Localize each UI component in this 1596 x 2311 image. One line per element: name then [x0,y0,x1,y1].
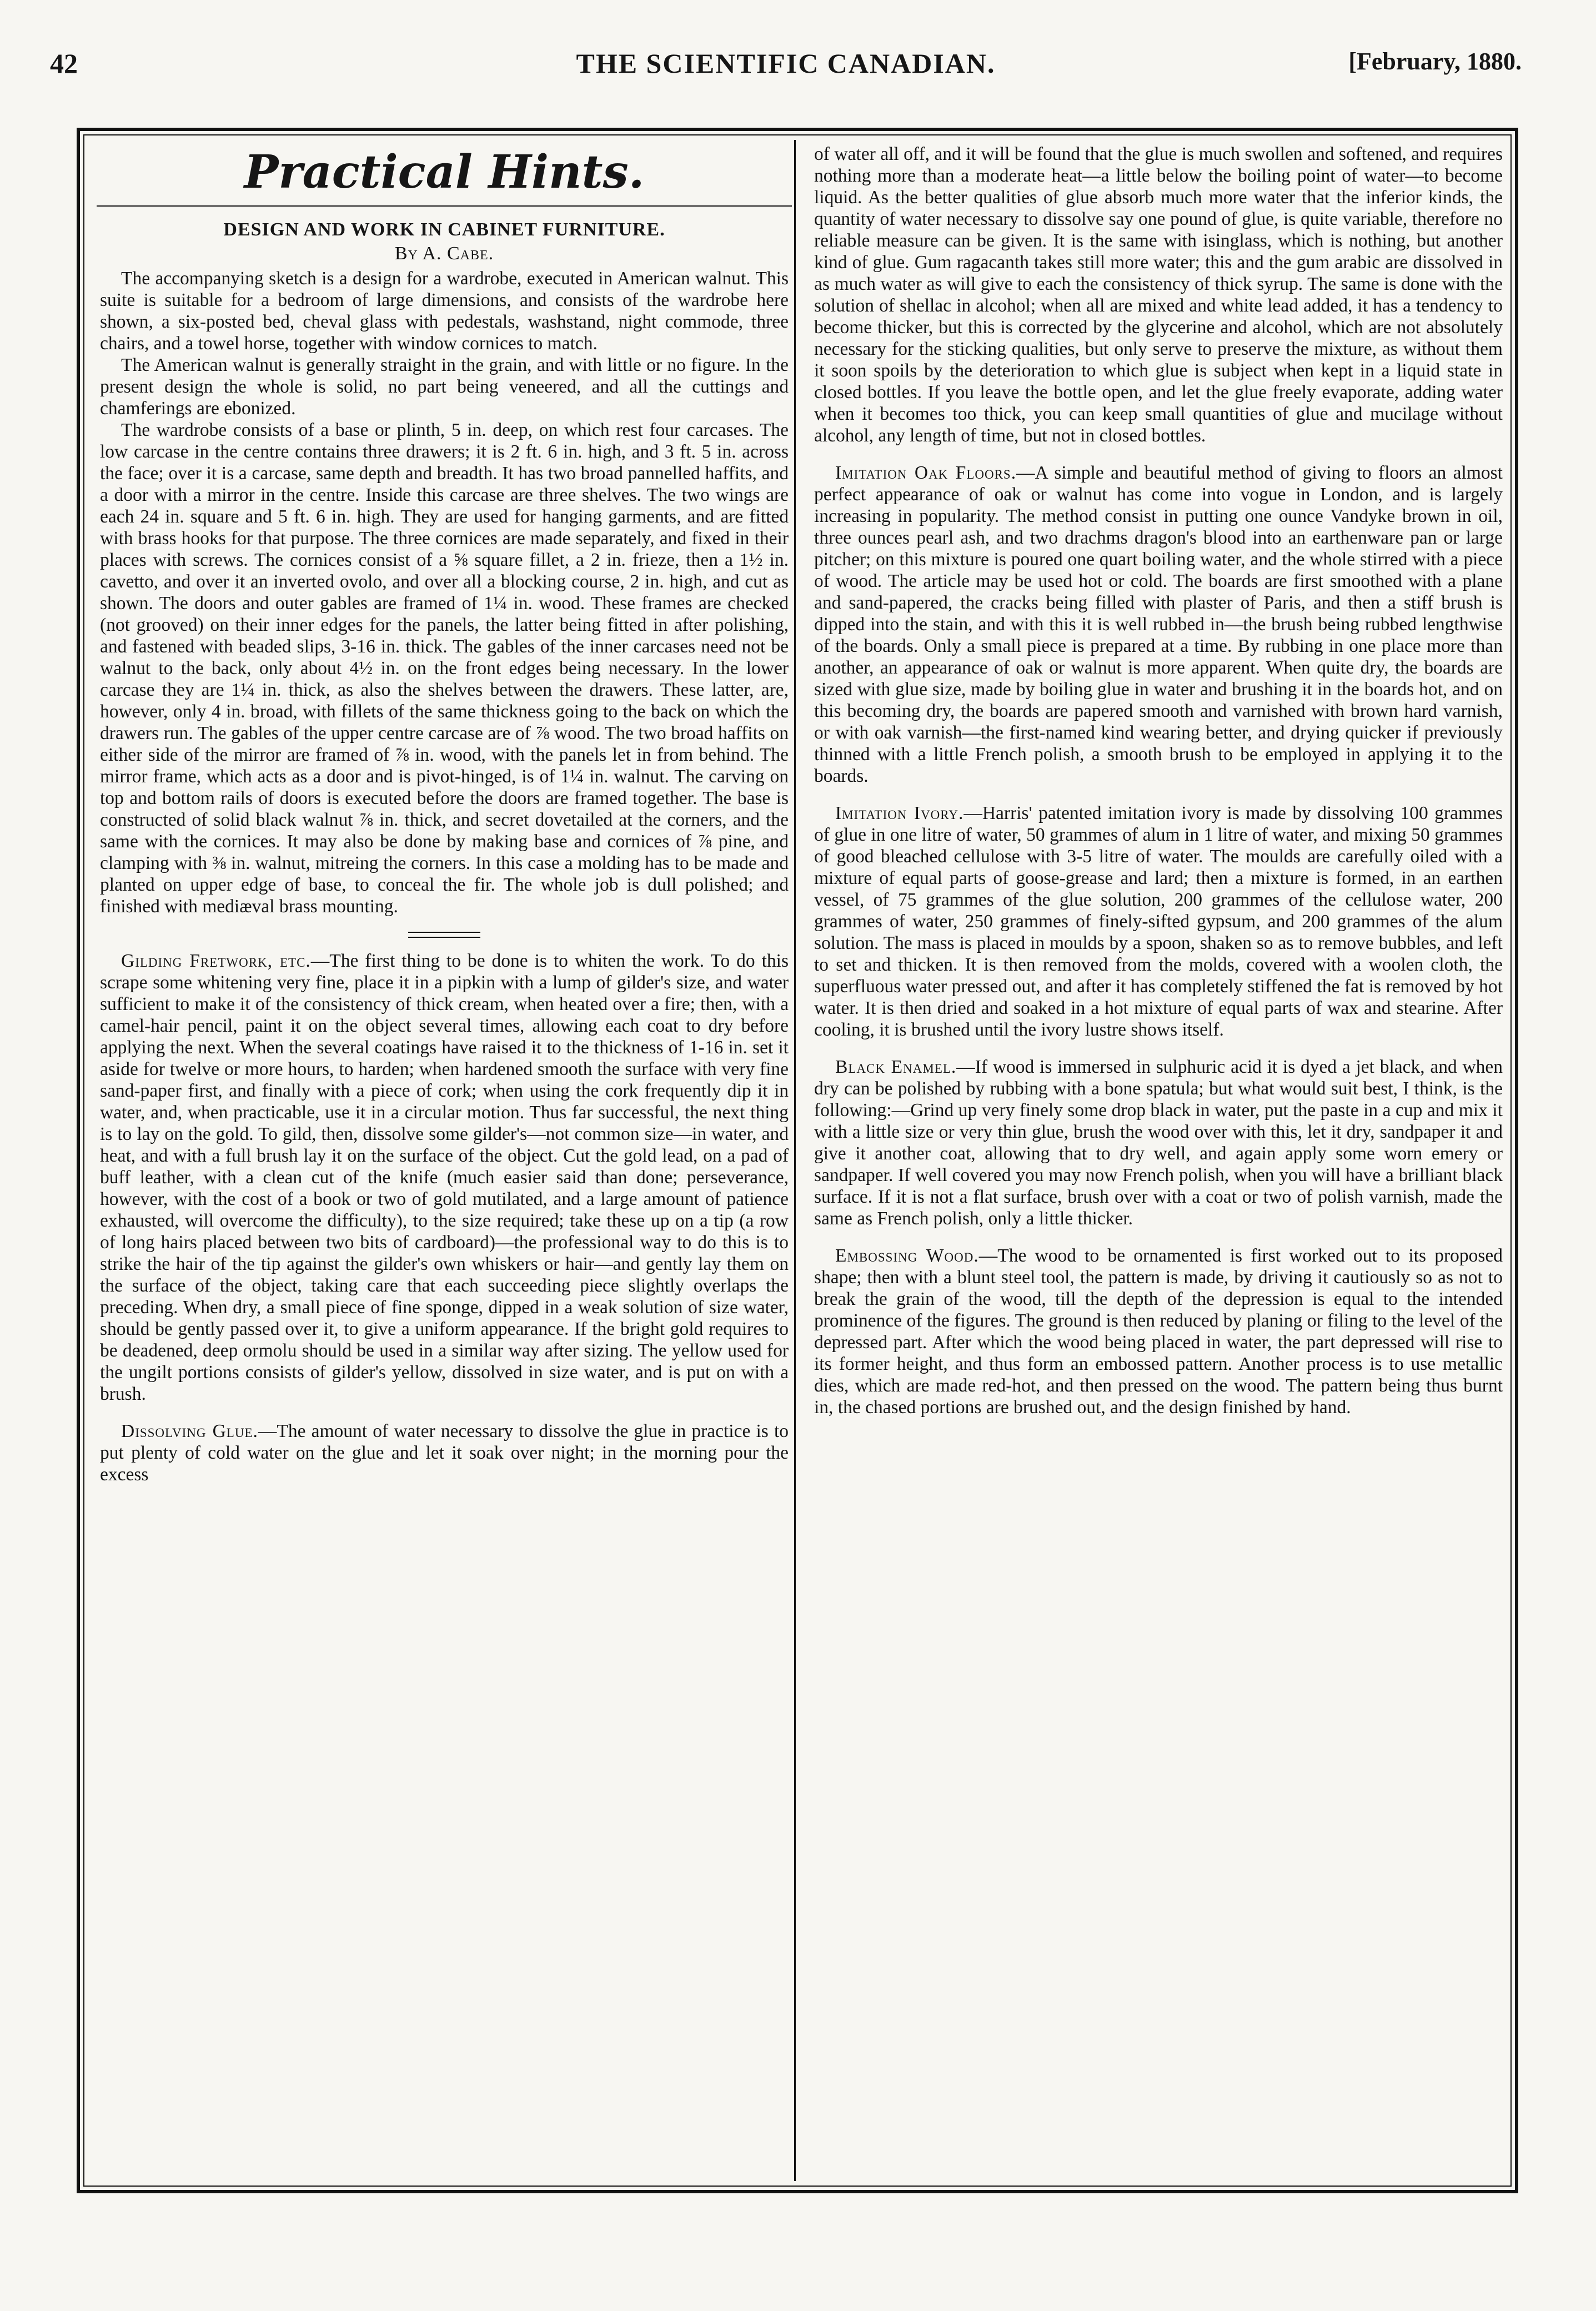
journal-title: THE SCIENTIFIC CANADIAN. [576,48,996,79]
page-number: 42 [50,48,78,79]
ivory-lead: Imitation Ivory. [835,803,964,823]
left-column [100,143,789,1485]
glue-lead: Dissolving Glue. [121,1421,258,1441]
enamel-section [814,1056,1503,1229]
section-divider [408,932,480,938]
gilding-text: —The first thing to be done is to whiten the work. To do this scrape some whitening very fine, place it in a pipkin with a lump of gilder's size, and water sufficient to make it of the consistency of thick cream, when heated over a fire; then, with a camel-hair pencil, paint it on the object several times, allowing each coat to dry before applying the next. When the several coatings have raised it to the thickness of 1-16 in. set it aside for twelve or more hours, to harden; when hardened smooth the surface with very fine sand-paper first, and finally with a piece of cork; when using the cork frequently dip it in water, and, when practicable, use it in a circular motion. Thus far successful, the next thing is to lay on the gold. To gild, then, dissolve some gilder's—not common size—in water, and heat, and with a full brush lay it on the surface of the object. Cut the gold lead, on a pad of buff leather, with a clean cut of the knife (much easier said than done; perseverance, however, with the cost of a book or two of gold mutilated, and a large amount of patience exhausted, will overcome the difficulty), to the size required; take these up on a tip (a row of long hairs placed between two bits of cardboard)—the professional way to do this is to strike the hair of the tip against the gilder's own whiskers or hair—and gently lay them on the surface of the object, taking care that each succeeding piece slightly overlaps the preceding. When dry, a small piece of fine sponge, dipped in a weak solution of size water, should be gently passed over it, to give a uniform appearance. If the bright gold requires to be deadened, deep ormolu should be used in a similar way after sizing. The yellow used for the ungilt portions consists of gilder's yellow, dissolved in size water, and is put on with a brush. [100,951,789,1404]
ivory-text: —Harris' patented imitation ivory is made by dissolving 100 grammes of glue in one litre of water, 50 grammes of alum in 1 litre of water, and mixing 50 grammes of good bleached cellulose with 3-5 litre of water. The moulds are carefully oiled with a mixture of equal parts of goose-grease and lard; then a mixture is formed, in an earthen vessel, of 75 grammes of the glue solution, 200 grammes of the cellulose water, 200 grammes of water, 250 grammes of finely-sifted gypsum, and 200 grammes of the alum solution. The mass is placed in moulds by a spoon, shaken so as to remove bubbles, and left to set and thicken. It is then removed from the molds, covered with a woolen cloth, the superfluous water pressed out, and after it has completely stiffened the fat is removed by hot water. It is then dried and soaked in a hot mixture of equal parts of wax and stearine. After cooling, it is brushed until the ivory lustre shows itself. [814,803,1503,1040]
enamel-text: —If wood is immersed in sulphuric acid it is dyed a jet black, and when dry can be polished by rubbing with a bone spatula; but what would suit best, I think, is the following:—Grind up very finely some drop black in water, put the paste in a cup and mix it with a little size or very thin glue, brush the wood over with this, let it dry, sandpaper it and give it another coat, allowing that to dry well, and again apply some worn emery or sandpaper. If well covered you may now French polish, when you will have a brilliant black surface. If it is not a flat surface, brush over with a coat or two of polish varnish, made the same as French polish, only a little thicker. [814,1057,1503,1229]
gilding-section [100,950,789,1405]
embossing-text: —The wood to be ornamented is first worked out to its proposed shape; then with a blunt steel tool, the pattern is made, by driving it cautiously so as not to break the grain of the wood, till the depth of the depression is equal to the intended prominence of the figures. The ground is then reduced by planing or filing to the level of the depressed part. After which the wood being placed in water, the part depressed will rise to its former height, and thus form an embossed pattern. Another process is to use metallic dies, which are made red-hot, and then pressed on the wood. The pattern being thus burnt in, the chased portions are brushed out, and the design finished by hand. [814,1245,1503,1418]
paragraph-walnut: The American walnut is generally straight in the grain, and with little or no figure. In the present design the whole is solid, no part being veneered, and all the cuttings and chamferings are ebonized. [100,355,789,419]
column-rule [794,140,796,2181]
oak-text: —A simple and beautiful method of giving to floors an almost perfect appearance of oak or walnut has come into vogue in London, and is largely increasing in popularity. The method consist in putting one ounce Vandyke brown in oil, three ounces pearl ash, and two drachms dragon's blood into an earthenware pan or large pitcher; on this mixture is poured one quart boiling water, and the whole stirred with a piece of wood. The article may be used hot or cold. The boards are first smoothed with a plane and sand-papered, the cracks being filled with plaster of Paris, and then a stiff brush is dipped into the stain, and with this it is well rubbed in—the brush being rubbed lengthwise of the boards. Only a small piece is prepared at a time. By rubbing in one place more than another, an appearance of oak or walnut is more apparent. When quite dry, the boards are sized with glue size, made by boiling glue in water and brushing it in the boards hot, and on this becoming dry, the boards are papered smooth and varnished with brown hard varnish, or with oak varnish—the first-named kind wearing better, and drying quicker if previously thinned with a little French polish, a smooth brush to be employed in applying it to the boards. [814,463,1503,786]
glue-text: —The amount of water necessary to dissolve the glue in practice is to put plenty of cold water on the glue and let it soak over night; in the morning pour the excess [100,1421,789,1485]
paragraph-wardrobe: The wardrobe consists of a base or plinth, 5 in. deep, on which rest four carcases. The low carcase in the centre contains three drawers; it is 2 ft. 6 in. high, and 3 ft. 5 in. across the face; over it is a carcase, same depth and breadth. It has two broad pannelled haffits, and a door with a mirror in the centre. Inside this carcase are three shelves. The two wings are each 24 in. square and 5 ft. 6 in. high. They are used for hanging garments, and are fitted with brass hooks for that purpose. The three cornices are made separately, and fixed in their places with screws. The cornices consist of a ⅝ square fillet, a 2 in. frieze, then a 1½ in. cavetto, and over it an inverted ovolo, and over all a blocking course, 2 in. high, and cut as shown. The doors and outer gables are framed of 1¼ in. wood. These frames are checked (not grooved) on their inner edges for the panels, the latter being fitted in after polishing, and fastened with beaded slips, 3-16 in. thick. The gables of the inner carcases need not be walnut to the back, only about 4½ in. on the front edges being necessary. In the lower carcase they are 1¼ in. thick, as also the shelves between the drawers. These latter, are, however, only 4 in. broad, with fillets of the same thickness going to the back on which the drawers run. The gables of the upper centre carcase are of ⅞ wood. The two broad haffits on either side of the mirror are framed of ⅞ in. wood, with the panels let in from behind. The mirror frame, which acts as a door and is pivot-hinged, is of 1¼ in. walnut. The carving on top and bottom rails of doors is executed before the doors are framed together. The base is constructed of solid black walnut ⅞ in. thick, and secret dovetailed at the corners, and the same with the cornices. It may also be done by making base and cornices of ⅞ pine, and clamping with ⅜ in. walnut, mitreing the corners. In this case a molding has to be made and planted on upper edge of base, to conceal the fir. The whole job is dull polished; and finished with mediæval brass mounting. [100,420,789,917]
oak-section [814,462,1503,787]
issue-date: [February, 1880. [1348,48,1522,75]
enamel-lead: Black Enamel. [835,1057,957,1077]
article-title: DESIGN AND WORK IN CABINET FURNITURE. [223,219,665,240]
embossing-section [814,1245,1503,1418]
embossing-lead: Embossing Wood. [835,1245,979,1266]
glue-section [100,1420,789,1485]
glue-continued: of water all off, and it will be found that the glue is much swollen and softened, and requires nothing more than a moderate heat—a little below the boiling point of water—to become liquid. As the better qualities of glue absorb much more water that the inferior kinds, the quantity of water necessary to dissolve say one pound of glue, is quite variable, therefore no reliable measure can be given. It is the same with isinglass, which is nothing, but another kind of glue. Gum ragacanth takes still more water; this and the gum arabic are dissolved in as much water as will give to each the consistency of thick syrup. The same is done with the solution of shellac in alcohol; when all are mixed and white lead added, it has a tendency to become thicker, but this is corrected by the glycerine and alcohol, which are not absolutely necessary for the sticking qualities, but only serve to preserve the mixture, as without them it soon spoils by the deterioration to which glue is subject when kept in a liquid state in closed bottles. If you leave the bottle open, and let the glue freely evaporate, adding water when it becomes too thick, you can keep small quantities of glue and mucilage without alcohol, any length of time, but not in closed bottles. [814,144,1503,446]
heading-rule [97,205,792,207]
gilding-lead: Gilding Fretwork, etc. [121,951,311,971]
byline: By A. Cabe. [394,243,494,264]
oak-lead: Imitation Oak Floors. [835,463,1017,483]
right-column [814,143,1503,1418]
paragraph-intro: The accompanying sketch is a design for a wardrobe, executed in American walnut. This suite is suitable for a bedroom of large dimensions, and consists of the wardrobe here shown, a six-posted bed, cheval glass with pedestals, washstand, night commode, three chairs, and a towel horse, together with window cornices to match. [100,268,789,354]
ivory-section [814,802,1503,1041]
department-heading: Practical Hints. [244,145,645,199]
page-header [50,47,1522,92]
